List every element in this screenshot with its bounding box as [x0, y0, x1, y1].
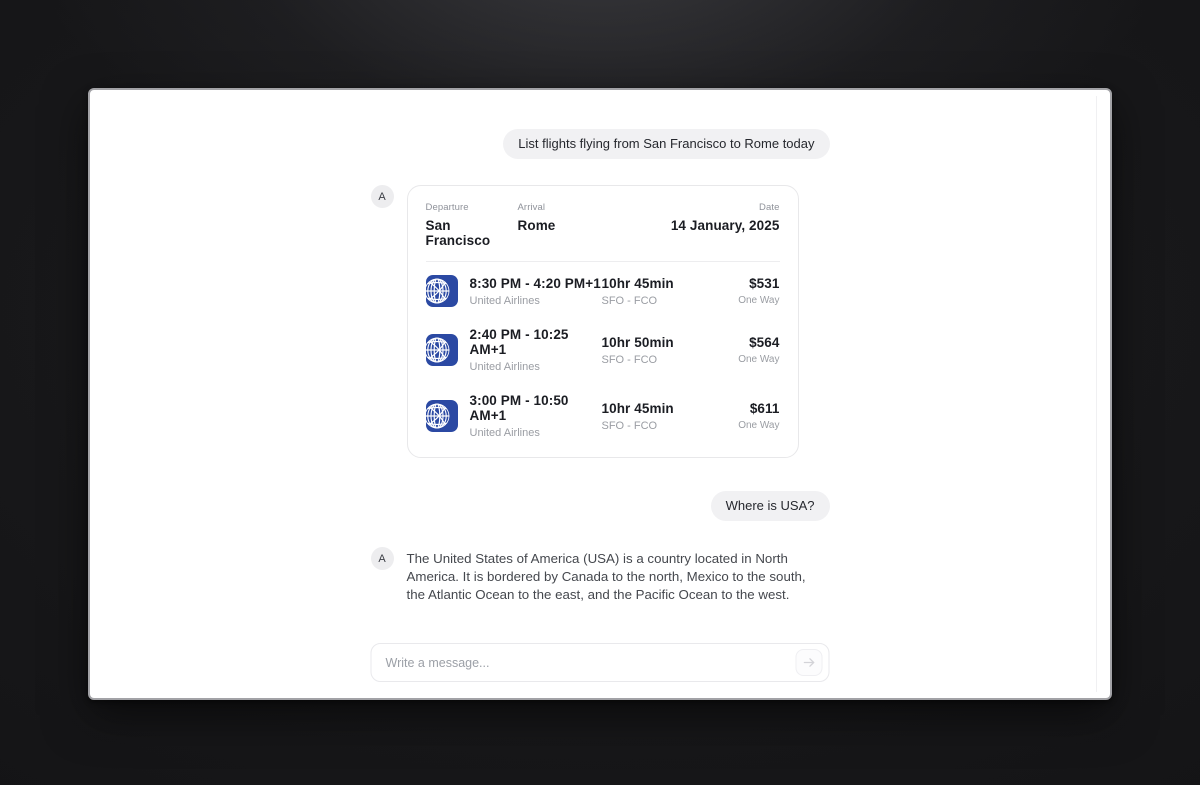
flight-route: SFO - FCO: [601, 294, 658, 307]
send-button[interactable]: [796, 649, 823, 676]
united-airlines-globe-icon: [426, 400, 458, 432]
assistant-avatar: A: [371, 547, 394, 570]
assistant-message-row: [371, 185, 830, 458]
flight-route: SFO - FCO: [601, 353, 658, 366]
flight-fare-type: One Way: [738, 420, 780, 431]
united-airlines-globe-icon: [426, 275, 458, 307]
assistant-message-text: The United States of America (USA) is a country located in North America. It is bordered by Canada to the north, Mexico to the south, the Atlantic Ocean to the east, and the Pacific Ocean to the west.: [406, 551, 806, 602]
assistant-avatar: A: [371, 185, 394, 208]
message-input[interactable]: [372, 656, 796, 670]
flight-duration: 10hr 45min: [601, 275, 674, 291]
flight-date: 14 January, 2025: [670, 218, 780, 233]
assistant-message-row: [371, 547, 830, 604]
flight-duration: 10hr 45min: [601, 400, 674, 416]
send-arrow-icon: [803, 656, 816, 669]
date-label: Date: [759, 202, 780, 213]
flight-row[interactable]: [426, 275, 780, 307]
user-message-bubble: Where is USA?: [711, 491, 830, 521]
arrival-city: Rome: [517, 218, 556, 233]
flight-times: 2:40 PM - 10:25 AM+1: [469, 327, 569, 357]
user-message-bubble: List flights flying from San Francisco to Rome today: [503, 129, 829, 159]
card-divider: [426, 261, 780, 262]
flight-row[interactable]: [426, 393, 780, 439]
scrollbar-track[interactable]: [1096, 96, 1097, 692]
flight-price: $611: [749, 401, 780, 416]
arrival-label: Arrival: [517, 202, 546, 213]
user-message-row: [371, 491, 830, 521]
flight-results-card: [407, 185, 799, 458]
message-composer: [371, 643, 830, 682]
flight-fare-type: One Way: [738, 354, 780, 365]
departure-city: San Francisco: [425, 218, 491, 248]
user-message-row: [371, 129, 830, 159]
united-airlines-globe-icon: [426, 334, 458, 366]
flight-airline: United Airlines: [469, 294, 540, 307]
flight-times: 3:00 PM - 10:50 AM+1: [469, 393, 569, 423]
flight-price: $531: [749, 276, 780, 291]
flight-times: 8:30 PM - 4:20 PM+1: [469, 275, 601, 291]
app-window: [88, 88, 1112, 700]
flight-row[interactable]: [426, 327, 780, 373]
flight-card-header: [426, 202, 780, 248]
flight-fare-type: One Way: [738, 295, 780, 306]
chat-conversation: [371, 90, 830, 604]
flight-duration: 10hr 50min: [601, 334, 674, 350]
flight-airline: United Airlines: [469, 427, 540, 439]
flight-price: $564: [749, 335, 780, 350]
flight-route: SFO - FCO: [601, 419, 658, 432]
departure-label: Departure: [425, 202, 469, 213]
flight-airline: United Airlines: [469, 361, 540, 373]
